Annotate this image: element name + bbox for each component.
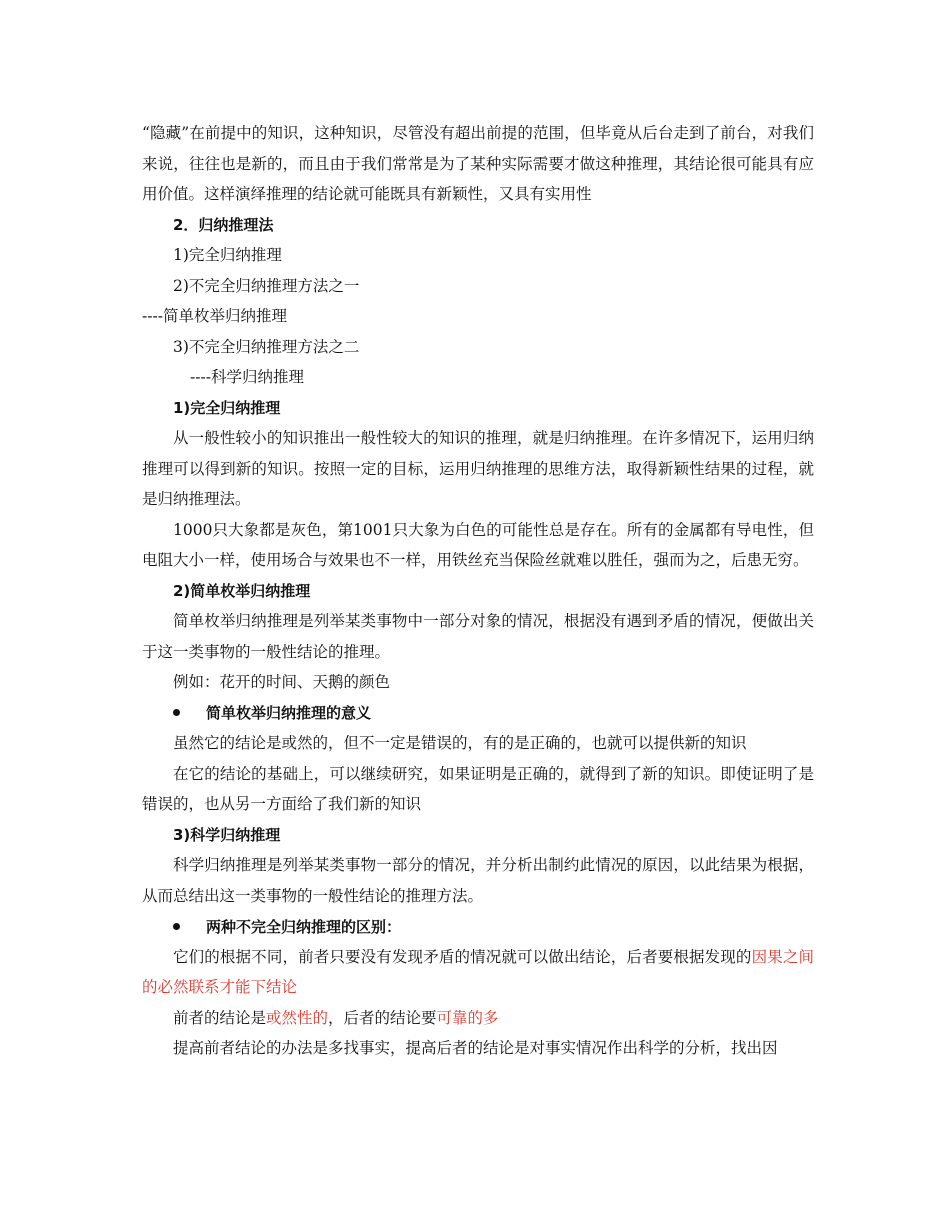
complete-paragraph-1: 从一般性较小的知识推出一般性较大的知识的推理，就是归纳推理。在许多情况下，运用归纳推理可以得到新的知识。按照一定的目标，运用归纳推理的思维方法，取得新颖性结果的过程，就是归纳推理法。 (142, 429, 814, 508)
highlight-causal-link: 因果之间的必然联系才能下结论 (142, 947, 814, 996)
document-page (142, 118, 814, 1064)
scientific-paragraph-1: 科学归纳推理是列举某类事物一部分的情况，并分析出制约此情况的原因，以此结果为根据，从而总结出这一类事物的一般性结论的推理方法。 (142, 856, 814, 905)
bullet-dot-icon (173, 923, 180, 930)
bullet-difference-text: 两种不完全归纳推理的区别： (206, 917, 402, 936)
difference-text-2a: 前者的结论是 (173, 1008, 267, 1027)
difference-paragraph-3: 提高前者结论的办法是多找事实，提高后者的结论是对事实情况作出科学的分析，找出因 (173, 1039, 778, 1057)
intro-paragraph: “隐藏”在前提中的知识，这种知识，尽管没有超出前提的范围，但毕竟从后台走到了前台，对我们来说，往往也是新的，而且由于我们常常是为了某种实际需要才做这种推理，其结论很可能具有应用价值。这样演绎推理的结论就可能既具有新颖性，又具有实用性 (142, 124, 814, 203)
bullet-difference (142, 911, 814, 942)
highlight-more-reliable: 可靠的多 (436, 1008, 499, 1027)
difference-paragraph-2 (142, 1003, 814, 1034)
bullet-dot-icon (173, 709, 180, 716)
difference-text-1: 它们的根据不同，前者只要没有发现矛盾的情况就可以做出结论，后者要根据发现的 (173, 947, 752, 966)
highlight-probabilistic: 或然性的 (266, 1008, 329, 1027)
list-item-incomplete-2: 3)不完全归纳推理方法之二 (173, 337, 360, 356)
difference-paragraph-1 (142, 942, 814, 1003)
bullet-meaning-text: 简单枚举归纳推理的意义 (206, 704, 372, 723)
simple-paragraph-1: 简单枚举归纳推理是列举某类事物中一部分对象的情况，根据没有遇到矛盾的情况，便做出关于这一类事物的一般性结论的推理。 (142, 612, 814, 661)
section-heading-simple: 2)简单枚举归纳推理 (173, 581, 311, 600)
list-item-incomplete-1: 2)不完全归纳推理方法之一 (173, 276, 360, 295)
list-item-complete: 1)完全归纳推理 (173, 246, 282, 264)
section-heading-scientific: 3)科学归纳推理 (173, 825, 281, 844)
simple-example: 例如：花开的时间、天鹅的颜色 (173, 673, 391, 691)
section-heading-induction: 2．归纳推理法 (173, 215, 274, 234)
section-heading-complete: 1)完全归纳推理 (173, 398, 281, 417)
complete-paragraph-2: 1000只大象都是灰色，第1001只大象为白色的可能性总是存在。所有的金属都有导电性，但电阻大小一样，使用场合与效果也不一样，用铁丝充当保险丝就难以胜任，强而为之，后患无穷。 (142, 520, 814, 569)
list-subitem-simple: ----简单枚举归纳推理 (142, 307, 287, 325)
difference-text-2b: ，后者的结论要 (328, 1008, 437, 1027)
list-subitem-scientific: ----科学归纳推理 (190, 368, 304, 386)
meaning-paragraph-1: 虽然它的结论是或然的，但不一定是错误的，有的是正确的，也就可以提供新的知识 (173, 734, 747, 752)
meaning-paragraph-2: 在它的结论的基础上，可以继续研究，如果证明是正确的，就得到了新的知识。即使证明了是错误的，也从另一方面给了我们新的知识 (142, 764, 814, 813)
bullet-meaning (142, 698, 814, 729)
